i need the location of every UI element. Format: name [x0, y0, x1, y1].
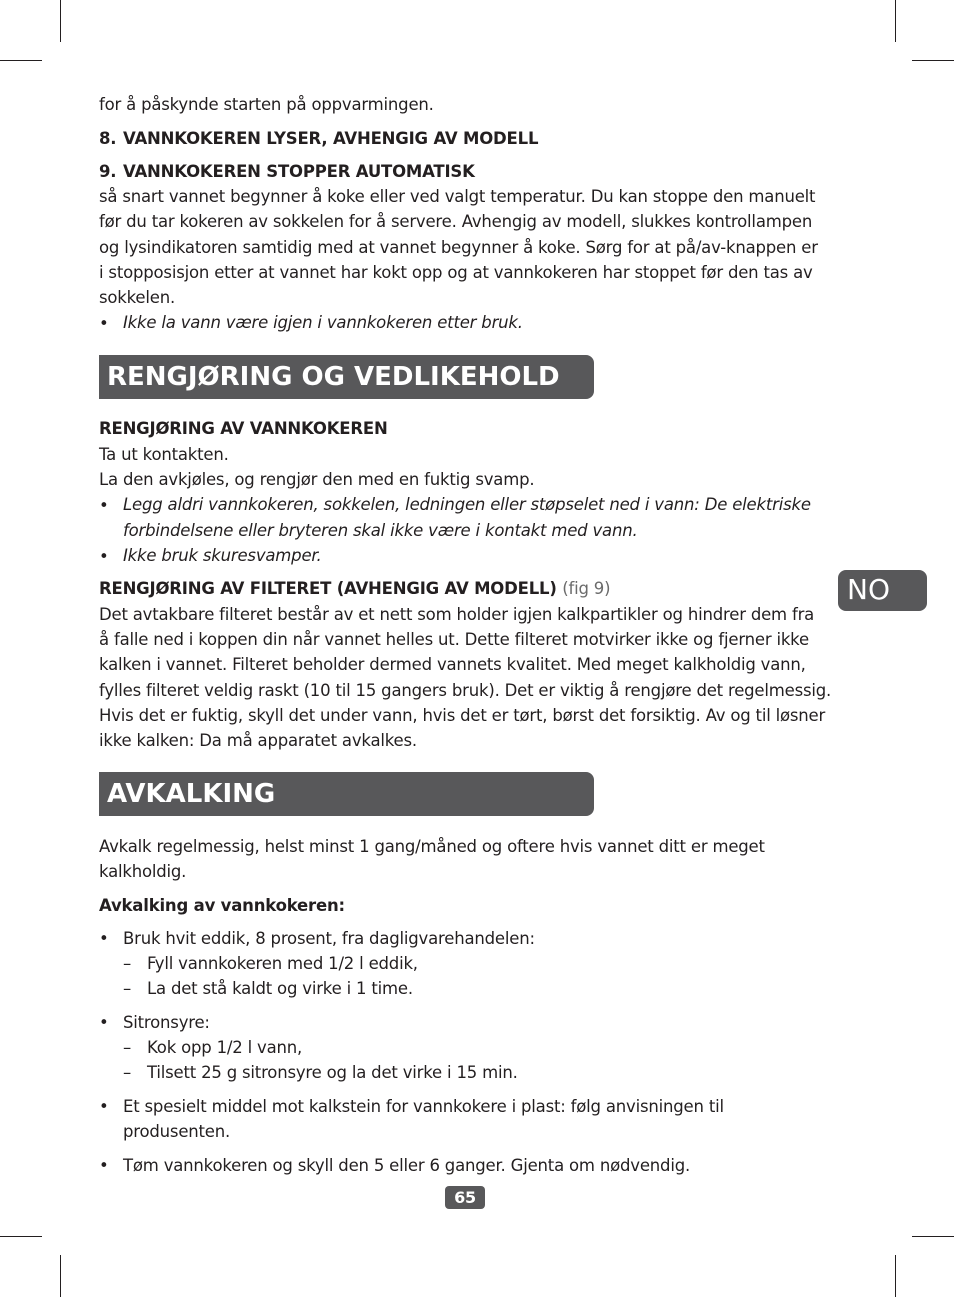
bullet-glyph: • — [99, 547, 109, 566]
step-number: 8. — [99, 129, 117, 148]
descaling-intro: Avkalk regelmessig, helst minst 1 gang/måned og oftere hvis vannet ditt er meget — [99, 837, 765, 856]
descaling-bullet: Sitronsyre: — [123, 1013, 210, 1032]
section-heading-descaling — [99, 772, 594, 816]
bullet-glyph: • — [99, 1156, 109, 1175]
subheading-cleaning-kettle: RENGJØRING AV VANNKOKEREN — [99, 419, 388, 438]
dash-glyph: – — [123, 954, 132, 973]
crop-mark — [0, 60, 42, 61]
step-9-text: sokkelen. — [99, 288, 176, 307]
step-9-heading — [99, 161, 475, 183]
crop-mark — [895, 0, 896, 42]
language-tab — [838, 570, 927, 611]
filter-text: fylles filteret veldig raskt (10 til 15 gangers bruk). Det er viktig å rengjøre det regelmessig. — [99, 681, 832, 700]
descaling-subitem: Kok opp 1/2 l vann, — [147, 1038, 303, 1057]
dash-glyph: – — [123, 1063, 132, 1082]
filter-text: kalken i vannet. Filteret beholder dermed vannets kvalitet. Med meget kalkholdig vann, — [99, 655, 806, 674]
crop-mark — [912, 60, 954, 61]
crop-mark — [895, 1255, 896, 1297]
cleaning-bullet: Legg aldri vannkokeren, sokkelen, ledningen eller støpselet ned i vann: De elektriske — [123, 495, 811, 514]
filter-text: Hvis det er fuktig, skyll det under vann, hvis det er tørt, børst det forsiktig. Av og til løsner — [99, 706, 826, 725]
page-number: 65 — [445, 1186, 485, 1209]
bullet-glyph: • — [99, 314, 109, 333]
step-number: 9. — [99, 162, 117, 181]
step-9-text: og lysindikatoren samtidig med at vannet begynner å koke. Sørg for at på/av-knappen er — [99, 238, 818, 257]
filter-text: å falle ned i koppen din når vannet helles ut. Dette filteret motvirker ikke og fjerner ikke — [99, 630, 809, 649]
step-9-text: i stopposisjon etter at vannet har kokt opp og at vannkokeren har stoppet før den tas av — [99, 263, 813, 282]
cleaning-bullet: Ikke bruk skuresvamper. — [123, 546, 322, 565]
cleaning-text: La den avkjøles, og rengjør den med en fuktig svamp. — [99, 470, 535, 489]
descaling-bullet: Et spesielt middel mot kalkstein for vannkokere i plast: følg anvisningen til — [123, 1097, 724, 1116]
crop-mark — [912, 1236, 954, 1237]
descaling-bullet: Bruk hvit eddik, 8 prosent, fra dagligvarehandelen: — [123, 929, 535, 948]
crop-mark — [60, 0, 61, 42]
descaling-subitem: Fyll vannkokeren med 1/2 l eddik, — [147, 954, 418, 973]
cleaning-bullet-cont: forbindelsene eller bryteren skal ikke være i kontakt med vann. — [123, 521, 638, 540]
intro-line: for å påskynde starten på oppvarmingen. — [99, 95, 434, 114]
crop-mark — [60, 1255, 61, 1297]
filter-text: Det avtakbare filteret består av et nett som holder igjen kalkpartikler og hindrer dem fra — [99, 605, 815, 624]
descaling-bullet: Tøm vannkokeren og skyll den 5 eller 6 ganger. Gjenta om nødvendig. — [123, 1156, 691, 1175]
section-heading-cleaning — [99, 355, 594, 399]
section-title: RENGJØRING OG VEDLIKEHOLD — [107, 362, 560, 392]
step-9-text: før du tar kokeren av sokkelen for å servere. Avhengig av modell, slukkes kontrollampen — [99, 212, 813, 231]
bullet-glyph: • — [99, 929, 109, 948]
dash-glyph: – — [123, 979, 132, 998]
step-8-heading — [99, 128, 538, 150]
bullet-glyph: • — [99, 496, 109, 515]
descaling-intro: kalkholdig. — [99, 862, 187, 881]
section-title: AVKALKING — [107, 779, 276, 809]
cleaning-text: Ta ut kontakten. — [99, 445, 229, 464]
step-9-text: så snart vannet begynner å koke eller ved valgt temperatur. Du kan stoppe den manuelt — [99, 187, 816, 206]
crop-mark — [0, 1236, 42, 1237]
dash-glyph: – — [123, 1038, 132, 1057]
step-title: VANNKOKEREN LYSER, AVHENGIG AV MODELL — [123, 129, 539, 148]
filter-title: RENGJØRING AV FILTERET (AVHENGIG AV MODELL) — [99, 579, 557, 598]
bullet-glyph: • — [99, 1013, 109, 1032]
language-code: NO — [847, 573, 890, 606]
descaling-subitem: La det stå kaldt og virke i 1 time. — [147, 979, 413, 998]
subheading-cleaning-filter — [99, 578, 610, 600]
bullet-glyph: • — [99, 1097, 109, 1116]
descaling-bullet-cont: produsenten. — [123, 1122, 231, 1141]
figure-reference: (fig 9) — [562, 579, 611, 598]
subheading-descaling-kettle: Avkalking av vannkokeren: — [99, 896, 345, 915]
step-title: VANNKOKEREN STOPPER AUTOMATISK — [123, 162, 475, 181]
warning-bullet: Ikke la vann være igjen i vannkokeren etter bruk. — [123, 313, 523, 332]
descaling-subitem: Tilsett 25 g sitronsyre og la det virke i 15 min. — [147, 1063, 518, 1082]
filter-text: ikke kalken: Da må apparatet avkalkes. — [99, 731, 417, 750]
